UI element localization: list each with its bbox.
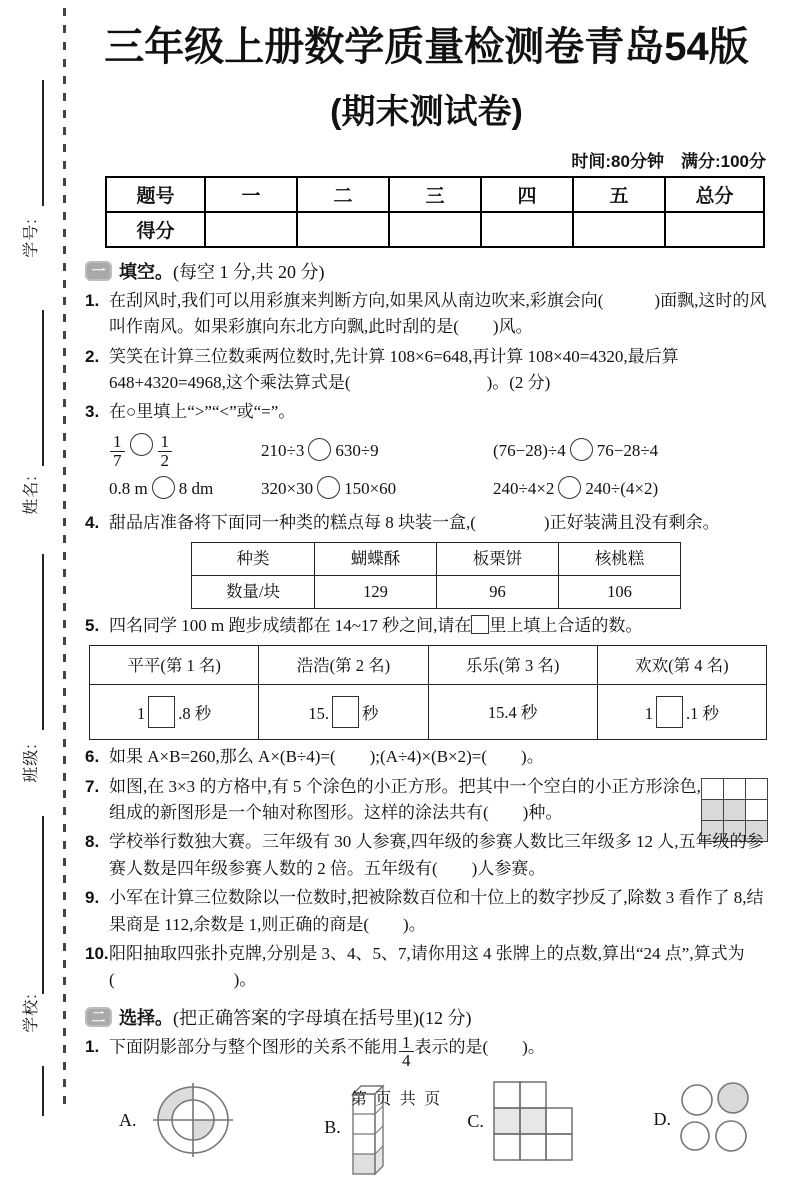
page-footer: 第 页 共 页 bbox=[350, 1091, 443, 1108]
compare-circle bbox=[130, 433, 153, 456]
question-number: 9. bbox=[85, 888, 100, 908]
student-school-label: 学校: bbox=[23, 993, 40, 1033]
student-name-label: 姓名: bbox=[23, 475, 40, 515]
student-info-line bbox=[42, 80, 44, 206]
score-blank-cell bbox=[481, 212, 573, 247]
question-number: 2. bbox=[85, 346, 100, 366]
answer-box bbox=[148, 696, 175, 728]
table-cell: 蝴蝶酥 bbox=[315, 543, 437, 576]
page-title: 三年级上册数学质量检测卷青岛54版 bbox=[104, 25, 749, 69]
option-label: C. bbox=[467, 1111, 484, 1132]
score-blank-cell bbox=[297, 212, 389, 247]
table-cell: 15.4 秒 bbox=[428, 685, 597, 740]
question-number: 10. bbox=[85, 943, 109, 963]
grid-cell bbox=[746, 799, 768, 820]
score-header-cell: 一 bbox=[205, 177, 297, 212]
section-two-badge-icon: 二 bbox=[85, 1007, 112, 1027]
question-9 bbox=[85, 885, 768, 938]
section-title: 填空。(每空 1 分,共 20 分) bbox=[119, 262, 325, 282]
table-cell: 129 bbox=[315, 576, 437, 609]
table-cell: 核桃糕 bbox=[559, 543, 681, 576]
table-row bbox=[192, 576, 681, 609]
comparison-item: 320×30 150×60 bbox=[261, 476, 493, 502]
option-label: B. bbox=[324, 1117, 341, 1138]
table-header-row bbox=[90, 646, 767, 685]
main-content bbox=[85, 0, 768, 1179]
question-text: 小军在计算三位数除以一位数时,把被除数百位和十位上的数字抄反了,除数 3 看作了 8,结果商是 112,余数是 1,则正确的商是( )。 bbox=[109, 888, 764, 934]
comparison-item: (76−28)÷4 76−28÷4 bbox=[493, 438, 658, 464]
question-text: 里上填上合适的数。 bbox=[489, 616, 643, 636]
section-fill-header bbox=[85, 258, 768, 284]
question-text: 如果 A×B=260,那么 A×(B÷4)=( );(A÷4)×(B×2)=( )。 bbox=[109, 747, 544, 767]
grid-cell bbox=[746, 778, 768, 799]
compare-circle bbox=[558, 476, 581, 499]
grid-cell bbox=[702, 778, 724, 799]
question-number: 1. bbox=[85, 291, 100, 310]
student-info-line bbox=[42, 816, 44, 994]
table-cell: 浩浩(第 2 名) bbox=[259, 646, 428, 685]
table-cell: 1 .8 秒 bbox=[90, 685, 259, 740]
grid-cell bbox=[724, 778, 746, 799]
score-blank-cell bbox=[573, 212, 665, 247]
score-row-label: 得分 bbox=[106, 212, 205, 247]
table-cell: 板栗饼 bbox=[437, 543, 559, 576]
question-8 bbox=[85, 829, 768, 882]
question-text: 笑笑在计算三位数乘两位数时,先计算 108×6=648,再计算 108×40=4320,最后算 648+4320=4968,这个乘法算式是( )。(2 分) bbox=[109, 346, 679, 393]
score-header-cell: 题号 bbox=[106, 177, 205, 212]
score-header-row bbox=[106, 177, 764, 212]
time-score-info: 时间:80分钟 满分:100分 bbox=[571, 152, 766, 171]
question-text: 下面阴影部分与整个图形的关系不能用 bbox=[109, 1036, 398, 1056]
option-label: A. bbox=[119, 1110, 137, 1131]
question-text: 如图,在 3×3 的方格中,有 5 个涂色的小正方形。把其中一个空白的小正方形涂色,组成的新图形是一个轴对称图形。这样的涂法共有( )种。 bbox=[109, 776, 701, 823]
score-header-cell: 五 bbox=[573, 177, 665, 212]
question-10 bbox=[85, 941, 768, 994]
comparison-row bbox=[109, 433, 768, 470]
running-times-table bbox=[89, 645, 767, 740]
table-cell: 乐乐(第 3 名) bbox=[428, 646, 597, 685]
table-cell: 15. 秒 bbox=[259, 685, 428, 740]
score-blank-cell bbox=[389, 212, 481, 247]
question-number: 3. bbox=[85, 402, 100, 422]
student-info-line bbox=[42, 554, 44, 730]
question-2 bbox=[85, 344, 768, 397]
question-5 bbox=[85, 613, 768, 740]
score-blank-cell bbox=[205, 212, 297, 247]
table-row bbox=[192, 543, 681, 576]
comparison-rows bbox=[109, 433, 768, 503]
compare-circle bbox=[308, 438, 331, 461]
compare-circle bbox=[317, 476, 340, 499]
table-value-row bbox=[90, 685, 767, 740]
question-text: 表示的是( )。 bbox=[414, 1036, 545, 1056]
question-text: 学校举行数独大赛。三年级有 30 人参赛,四年级的参赛人数比三年级多 12 人,五年级的参赛人数是四年级参赛人数的 2 倍。五年级有( )人参赛。 bbox=[109, 832, 764, 878]
table-cell: 106 bbox=[559, 576, 681, 609]
score-header-cell: 二 bbox=[297, 177, 389, 212]
question-4 bbox=[85, 510, 768, 609]
comparison-item-fractions bbox=[109, 433, 261, 470]
grid-cell-shaded bbox=[724, 799, 746, 820]
score-table bbox=[105, 176, 765, 248]
question-1 bbox=[85, 288, 768, 341]
comparison-row bbox=[109, 476, 768, 502]
answer-box bbox=[332, 696, 359, 728]
comparison-item: 210÷3 630÷9 bbox=[261, 438, 493, 464]
student-info-line bbox=[42, 310, 44, 466]
score-header-cell: 四 bbox=[481, 177, 573, 212]
table-cell: 欢欢(第 4 名) bbox=[597, 646, 766, 685]
comparison-item: 0.8 m 8 dm bbox=[109, 476, 261, 502]
pastry-table bbox=[191, 542, 681, 609]
fraction: $\frac{1}{7}$ bbox=[110, 433, 125, 470]
answer-box bbox=[656, 696, 683, 728]
score-header-cell: 三 bbox=[389, 177, 481, 212]
student-id-label: 学号: bbox=[23, 218, 40, 258]
grid-cell-shaded bbox=[702, 799, 724, 820]
section-choice-header bbox=[85, 1004, 768, 1030]
question-text: 四名同学 100 m 跑步成绩都在 14~17 秒之间,请在 bbox=[109, 616, 472, 636]
page-subtitle: (期末测试卷) bbox=[330, 93, 523, 131]
student-class-label: 班级: bbox=[23, 743, 40, 783]
fraction: $\frac{1}{2}$ bbox=[158, 433, 173, 470]
score-header-cell: 总分 bbox=[665, 177, 764, 212]
table-cell: 平平(第 1 名) bbox=[90, 646, 259, 685]
question-number: 4. bbox=[85, 512, 100, 532]
table-cell: 数量/块 bbox=[192, 576, 315, 609]
question-text: 在○里填上“>”“<”或“=”。 bbox=[109, 402, 296, 422]
question-number: 6. bbox=[85, 747, 100, 767]
question-6 bbox=[85, 744, 768, 770]
question-number: 7. bbox=[85, 776, 100, 796]
question-text: 在刮风时,我们可以用彩旗来判断方向,如果风从南边吹来,彩旗会向( )面飘,这时的风叫作南风。如果彩旗向东北方向飘,此时刮的是( )风。 bbox=[109, 291, 767, 337]
table-cell: 96 bbox=[437, 576, 559, 609]
question-number: 5. bbox=[85, 616, 100, 636]
compare-circle bbox=[570, 438, 593, 461]
comparison-item: 240÷4×2 240÷(4×2) bbox=[493, 476, 658, 502]
blank-square-glyph bbox=[471, 615, 489, 634]
fraction: $\frac{1}{4}$ bbox=[399, 1034, 414, 1071]
section-title: 选择。(把正确答案的字母填在括号里)(12 分) bbox=[119, 1007, 472, 1028]
table-cell: 1 .1 秒 bbox=[597, 685, 766, 740]
question-text: 阳阳抽取四张扑克牌,分别是 3、4、5、7,请你用这 4 张牌上的点数,算出“24 点”,算式为( )。 bbox=[109, 943, 745, 990]
section-one-badge-icon: 一 bbox=[85, 261, 112, 281]
question-number: 8. bbox=[85, 832, 100, 852]
question-3 bbox=[85, 399, 768, 502]
score-value-row bbox=[106, 212, 764, 247]
question-text: 甜品店准备将下面同一种类的糕点每 8 块装一盒,( )正好装满且没有剩余。 bbox=[109, 512, 720, 532]
question-7 bbox=[85, 774, 768, 827]
option-label: D. bbox=[653, 1109, 671, 1130]
question-number: 1. bbox=[85, 1036, 100, 1056]
cut-dashed-line bbox=[63, 8, 66, 1108]
score-blank-cell bbox=[665, 212, 764, 247]
table-cell: 种类 bbox=[192, 543, 315, 576]
compare-circle bbox=[152, 476, 175, 499]
